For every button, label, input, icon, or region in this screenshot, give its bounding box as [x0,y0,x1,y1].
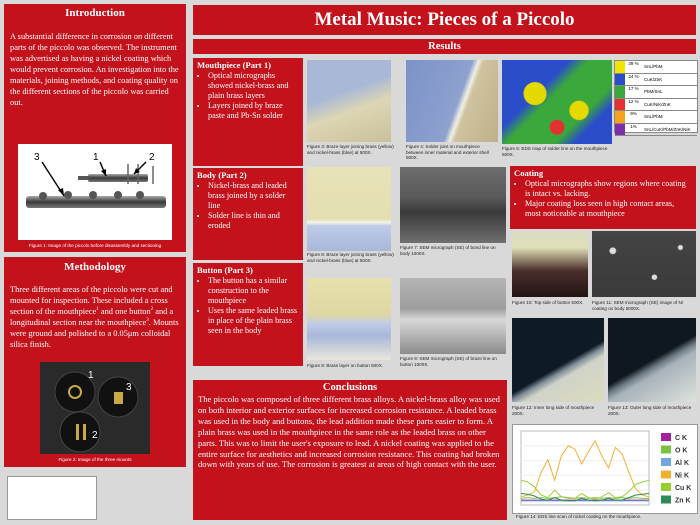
figure-2-caption: Figure 2: Image of the three mounts [58,457,132,462]
conclusions-text: The piccolo was composed of three different brass alloys. A nickel-brass alloy was used on both interior and exterior surfaces for increased corrosion resistance. A leaded brass was used in the body and buttons, the lead addition made these parts easier to form. A plain brass was used in the mouthpiece in the same role as the leaded brass on other parts. This was to limit the user's exposure to lead. A nickel coating was applied to the entire surface for aesthetics and increased corrosion resistance. This coating had broken down with years of use. The corrosion is greatest at areas of high contact with the user. [198,394,500,470]
body-bullets [193,181,303,231]
eds-legend-percent: 39 % [628,61,639,66]
coating-bullet: • Optical micrographs show regions where coating is intact vs. lacking. [525,179,692,199]
eds-legend-name: CuK/NiK/ZnK [644,101,671,107]
figure-9-sem [400,278,506,354]
logo-placeholder [7,476,97,520]
eds-legend-percent: 17 % [628,86,639,91]
figure-10-image [512,231,588,297]
mouthpiece-bullet: • Optical micrographs showed nickel-brass and plain brass layers [208,71,299,101]
eds-legend-row [615,74,697,87]
fig1-label-2: 2 [149,152,155,163]
figure-5-eds-map [502,60,612,144]
coating-bullets [510,179,696,219]
eds-legend-swatch [615,124,625,136]
eds-legend-row [615,111,697,124]
mount-label-2: 2 [92,430,98,441]
fig1-label-3: 3 [34,152,40,163]
introduction-header: Introduction [65,7,125,19]
figure-13-image [608,318,696,402]
mouthpiece-bullet: • Layers joined by braze paste and Pb-Sn solder [208,101,299,121]
figure-11-caption: Figure 11: SEM micrograph (SE) image of Ni coating on body 5000X. [592,300,683,311]
figure-3-image [307,60,391,142]
methodology-header: Methodology [64,261,126,273]
figure-10-caption: Figure 10: Top side of button 500X. [512,300,584,305]
button-bullet: • Uses the same leaded brass in place of the plain brass seen in the body [208,306,299,336]
figure-12-caption: Figure 12: Inner long side of mouthpiece 200X. [512,405,595,416]
figure-8-caption: Figure 8: Brass layer on button 500X. [307,363,384,368]
eds-legend-name: PbM/SnL [644,89,663,94]
figure-6-image [307,167,391,251]
mouthpiece-panel [193,58,303,166]
legend-label: Zn K [675,497,691,505]
mouthpiece-header: Mouthpiece (Part 1) [197,60,271,70]
eds-legend-percent: 24 % [628,73,639,79]
eds-legend-swatch [615,86,625,98]
eds-legend-swatch [615,61,625,73]
legend-swatch [661,496,671,504]
figure-6-caption: Figure 6: Braze layer joining brass (yellow) and nickel-brass (blue) at 500X. [307,252,394,263]
figure-1-caption: Figure 1: Image of the piccolo before disassembly and sectioning [28,243,162,248]
results-header: Results [193,39,696,54]
coating-header: Coating [514,168,544,178]
eds-legend-row [615,86,697,99]
piccolo-illustration [18,144,172,232]
introduction-text: A substantial difference in corrosion on different parts of the piccolo was observed. The instrument was advertised as having a nickel coating which would prevent corrosion. An investigation into the materials, joining methods, and coating quality on the different sections of the piccolo was carried out. [10,32,179,107]
figure-7-caption: Figure 7: SEM micrograph (SE) of bond line on body 1000X. [400,245,496,256]
legend-label: O K [675,447,688,455]
methodology-text: Three different areas of the piccolo were cut and mounted for inspection. These included a cross section of the mouthpiece$^1$ and one button$^2$ and a longitudinal section near the mouthpiece$^3$. Mounts were ground and polished to a 0.05μm colloidal silica finish. [10,285,179,349]
eds-legend-row [615,99,697,112]
conclusions-header: Conclusions [322,382,378,393]
poster-title: Metal Music: Pieces of a Piccolo [193,5,696,35]
legend-swatch [661,458,671,466]
mount-label-1: 1 [88,370,94,381]
legend-label: Cu K [675,485,692,492]
eds-line-scan-svg [513,425,697,513]
figure-13-caption: Figure 13: Outer long side of mouthpiece 200X. [608,405,692,416]
figure-4-caption: Figure 4: Solder joint on mouthpiece between inner material and exterior shell 500X. [406,144,489,160]
eds-legend-name: SnL/PbM [644,114,663,119]
button-panel [193,263,303,366]
body-header: Body (Part 2) [197,170,247,180]
fig1-label-1: 1 [93,152,99,163]
eds-legend [614,60,698,133]
figure-9-caption: Figure 9: SEM micrograph (SE) of braze line on button 1000X. [400,356,497,367]
coating-bullet: • Major coating loss seen in high contact areas, most noticeable at mouthpiece [525,199,692,219]
figure-4-image [406,60,498,142]
figure-8-image [307,278,391,360]
legend-swatch [661,483,671,491]
figure-2 [40,362,150,454]
eds-legend-row [615,124,697,137]
eds-legend-swatch [615,99,625,111]
eds-legend-name: CuK/ZnK [644,76,663,82]
coating-panel [510,166,696,229]
methodology-panel [4,257,186,467]
figure-5-caption: Figure 5: EDS map of solder line on the mouthpiece 500X. [502,146,608,157]
button-bullets [193,276,303,336]
figure-14-chart [512,424,698,514]
figure-11-sem [592,231,696,297]
figure-14-caption: Figure 14: EDS line scan of nickel coating on the mouthpiece. [516,514,642,519]
figure-7-sem [400,167,506,243]
legend-label: Al K [675,460,689,467]
eds-legend-swatch [615,74,625,86]
eds-legend-name: SnL/CuK/PbM/ZnK/NiK [644,126,691,132]
eds-legend-percent: 1% [630,123,637,129]
introduction-panel [4,4,186,252]
button-bullet: • The button has a similar construction to the mouthpiece [208,276,299,306]
mounts-illustration [40,362,150,454]
conclusions-panel [193,380,507,520]
legend-label: Ni K [675,472,689,480]
mount-label-3: 3 [126,382,132,393]
eds-legend-percent: 9% [630,111,637,116]
legend-swatch [661,446,671,454]
figure-1 [18,144,172,240]
eds-legend-percent: 12 % [628,98,639,104]
body-panel [193,168,303,260]
figure-12-image [512,318,604,402]
button-header: Button (Part 3) [197,265,253,275]
figure-3-caption: Figure 3: Braze layer joining brass (yellow) and nickel-brass (blue) at 500X. [307,144,394,155]
eds-legend-row [615,61,697,74]
mouthpiece-bullets [193,71,303,121]
legend-swatch [661,433,671,441]
body-bullet: • Solder line is thin and eroded [208,211,299,231]
body-bullet: • Nickel-brass and leaded brass joined by a solder line [208,181,299,211]
legend-swatch [661,471,671,479]
legend-label: C K [675,435,688,442]
eds-legend-swatch [615,111,625,123]
eds-legend-name: SnL/PbM [644,64,663,69]
